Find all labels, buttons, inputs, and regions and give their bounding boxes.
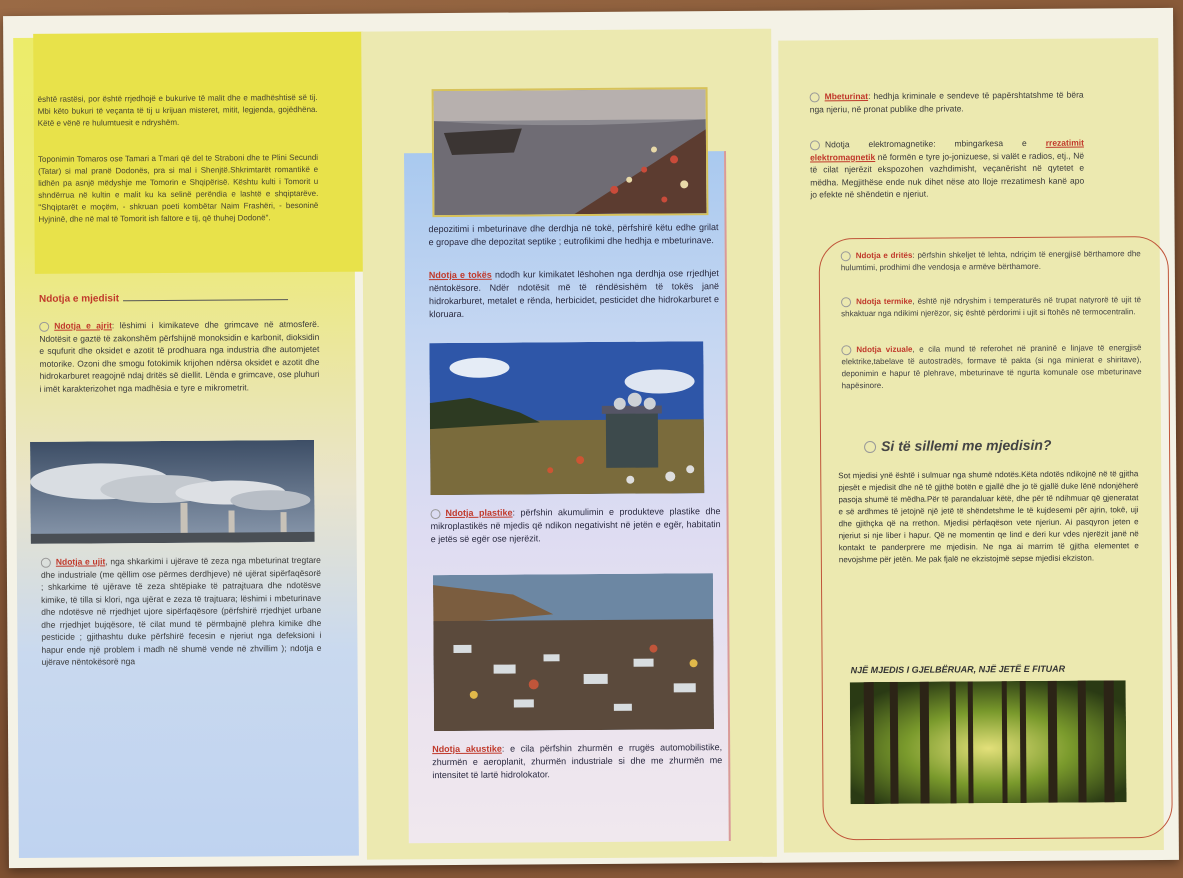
waste-label: Mbeturinat <box>824 91 869 102</box>
question-heading <box>864 437 1052 454</box>
bullet-icon <box>810 140 820 150</box>
bullet-icon <box>841 297 851 307</box>
light-pollution-paragraph <box>841 248 1141 274</box>
polluted-lake-photo <box>432 87 709 217</box>
slogan: NJË MJEDIS I GJELBËRUAR, NJË JETË E FITUAR <box>850 663 1066 676</box>
noise-label: Ndotja akustike <box>432 743 502 755</box>
intro-paragraph-2: Toponimin Tomaros ose Tamari a Tmari që del te Straboni dhe te Plini Secundi (Tatar) si mal pranë Dodonës, pra si mal i Shenjtë.Shkrimtarët romantikë e lidhën pa asnjë mëdyshje me Tomorin e Shqipërisë. Kështu kulti i Tomorit u shndërrua në kultin e malit ku ka selinë perëndia e lashtë e shqiptarëve. "Shqiptarët e moçëm, - shkruan poeti kombëtar Naim Frashëri, - besoninë Hyjninë, dhe në mal të Tomorit ish faltore e tij, që thuhej Dodonë". <box>38 152 319 224</box>
bullet-icon <box>841 345 851 355</box>
smokestacks-photo <box>30 440 315 544</box>
bullet-icon <box>841 251 851 261</box>
heading-rule <box>123 293 288 301</box>
thermal-pollution-paragraph <box>841 294 1141 320</box>
waste-paragraph <box>810 89 1084 116</box>
plastic-pollution-paragraph <box>430 505 720 546</box>
electromagnetic-paragraph <box>810 137 1084 201</box>
question-text: Si të sillemi me mjedisin? <box>881 436 1052 454</box>
brochure-sheet <box>3 8 1179 868</box>
section-heading <box>39 292 319 305</box>
bullet-icon <box>39 322 49 332</box>
light-label: Ndotja e dritës <box>855 250 913 261</box>
visual-pollution-paragraph <box>841 342 1141 392</box>
bullet-icon <box>810 92 820 102</box>
column-middle-panel <box>404 151 731 843</box>
soil-pollution-paragraph <box>429 267 719 321</box>
air-pollution-paragraph <box>39 318 320 395</box>
bullet-icon <box>430 509 440 519</box>
trash-bin-field-photo <box>429 341 704 495</box>
thermal-label: Ndotja termike <box>856 296 913 307</box>
visual-label: Ndotja vizuale <box>856 344 913 355</box>
soil-label: Ndotja e tokës <box>428 269 492 281</box>
thermal-text: , është një ndryshim i temperaturës në trupat natyrorë të ujit të shkaktuar nga ndikimi njerëzor, siç është përdorimi i ujit si ftohës në termocentralin. <box>841 295 1142 319</box>
em-lead: Ndotja elektromagnetike: mbingarkesa e <box>824 137 1046 150</box>
noise-pollution-paragraph <box>432 741 722 782</box>
noise-text: : e cila përfshin zhurmën e rrugës automobilistike, zhurmën e aeroplanit, zhurmën industriale si dhe me zhurmën me intensitet të lartë hidrolokator. <box>432 742 723 781</box>
water-label: Ndotja e ujit <box>55 556 106 567</box>
visual-text: , e cila mund të referohet në praninë e linjave të energjisë elektrike,tabelave të autostradës, formave të pakta (si nga minierat e shiritave), deponimin e hapur të plehrave, mbeturinave të ngurta komunale ose mbeturinave hapësinore. <box>841 343 1142 391</box>
bullet-icon <box>864 441 876 453</box>
em-label: rrezatimit elektromagnetik <box>810 137 1084 162</box>
em-text: në formën e tyre jo-jonizuese, si valët e radios, etj., Në të cilat njerëzit ekspozohen vazhdimisht, veçanërisht në qytetet e mëdha. Megjithëse ende nuk dihet nëse ato lloje rrezatimesh kanë apo jo efekte në shëndetin e njeriut. <box>810 150 1085 200</box>
section-title: Ndotja e mjedisit <box>38 293 120 305</box>
air-text: : lëshimi i kimikateve dhe grimcave në atmosferë. Ndotësit e gaztë të zakonshëm përfshijnë monoksidin e karbonit, dioksidin e squfurit dhe oksidet e azotit të prodhuara nga industria dhe automjetet motorike. Ozoni dhe smogu fotokimik krijohen ndërsa oksidet e azotit dhe hidrokarburet reagojnë ndaj dritës së diellit. Lënda e grimcave, ose pluhuri i imët karakterizohet nga madhësia e tyre e mikrometrit. <box>39 318 320 394</box>
middle-continuation: depozitimi i mbeturinave dhe derdhja në tokë, përfshirë këtu edhe grilat e gropave dhe depozitat septike ; eutrofikimi dhe hedhja e mbeturinave. <box>428 222 719 248</box>
plastic-label: Ndotja plastike <box>445 507 513 519</box>
bullet-icon <box>41 558 51 568</box>
plastic-beach-photo <box>433 573 714 731</box>
waste-text: : hedhja kriminale e sendeve të papërshtatshme të bëra nga njeriu, në pronat publike dhe private. <box>809 89 1084 114</box>
answer-paragraph: Sot mjedisi ynë është i sulmuar nga shumë ndotës.Këta ndotës ndikojnë në të gjitha pjesët e mjedisit dhe në të gjithë botën e gjallë dhe jo të gjallë duke lënë ndonjëherë pasoja shumë të mëdha.Për të parandaluar këtë, dhe për të ndihmuar që gjeneratat e së ardhmes të jetojnë një jetë të shëndetshme le të kujdesemi për ajrin, tokë, uji dhe gjithçka që na rrethon. Mjedisi përfaqëson vete njeriun. Ai pasqyron jeten e njeriut si nje liber i hapur. Që ne momentin qe lind e deri kur vdes njerëzit janë në kontakt te panderprere me mjedisin. Ne nga ai marrim të gjitha elementet e nevojshme për jetën. Me pak fjalë ne ekzistojmë sepse mjedisi ekziston. <box>838 469 1139 565</box>
soil-text: ndodh kur kimikatet lëshohen nga derdhja ose rrjedhjet nëntokësore. Ndër ndotësit më të rëndësishëm të tokës janë hidrokarburet, metalet e rënda, herbicidet, pesticidet dhe hidrokarburet e kloruara. <box>428 268 720 320</box>
water-pollution-paragraph <box>41 554 322 668</box>
intro-paragraph-1: është rastësi, por është rrjedhojë e bukurive të malit dhe e madhështisë së tij. Mbi këto bukuri të veçanta të tij u krijuan misteret, mitit, legjenda, gojëdhëna. Këtë e vënë re hulumtuesit e ndryshëm. <box>37 92 318 128</box>
forest-photo <box>850 680 1127 804</box>
air-label: Ndotja e ajrit <box>54 320 112 331</box>
water-text: , nga shkarkimi i ujërave të zeza nga mbeturinat tregtare dhe industriale (me qëllim ose përmes derdhjeve) në ujërat sipërfaqësorë ; shkarkime të ujërave të zeza shtëpiake të patrajtuara dhe ndotësve kimike, të tilla si klori, nga ujërat e zeza të trajtuara; lëshimi i mbeturinave dhe ndotësve në rrjedhjet ujore sipërfaqësore (përfshirë rrjedhjet urbane dhe rrjedhjet bujqësore, të cilat mund të përmbajnë plehra kimike dhe pesticide ; gjithashtu duke përfshirë fecesin e njeriut nga defeksioni i hapur ende një problem i madh në shumë vende në zhvillim ); ndotja e ujërave nëntokësorë nga <box>40 554 322 667</box>
light-text: : përfshin shkeljet të lehta, ndriçim të energjisë bërthamore dhe hulumtimi, prodhimi dhe vendosja e armëve bërthamore. <box>840 249 1141 273</box>
plastic-text: : përfshin akumulimin e produkteve plastike dhe mikroplastikës në mjedis që ndikon negativisht në jetën e egër, habitatin e jetës së egër ose njerëzit. <box>430 506 721 545</box>
